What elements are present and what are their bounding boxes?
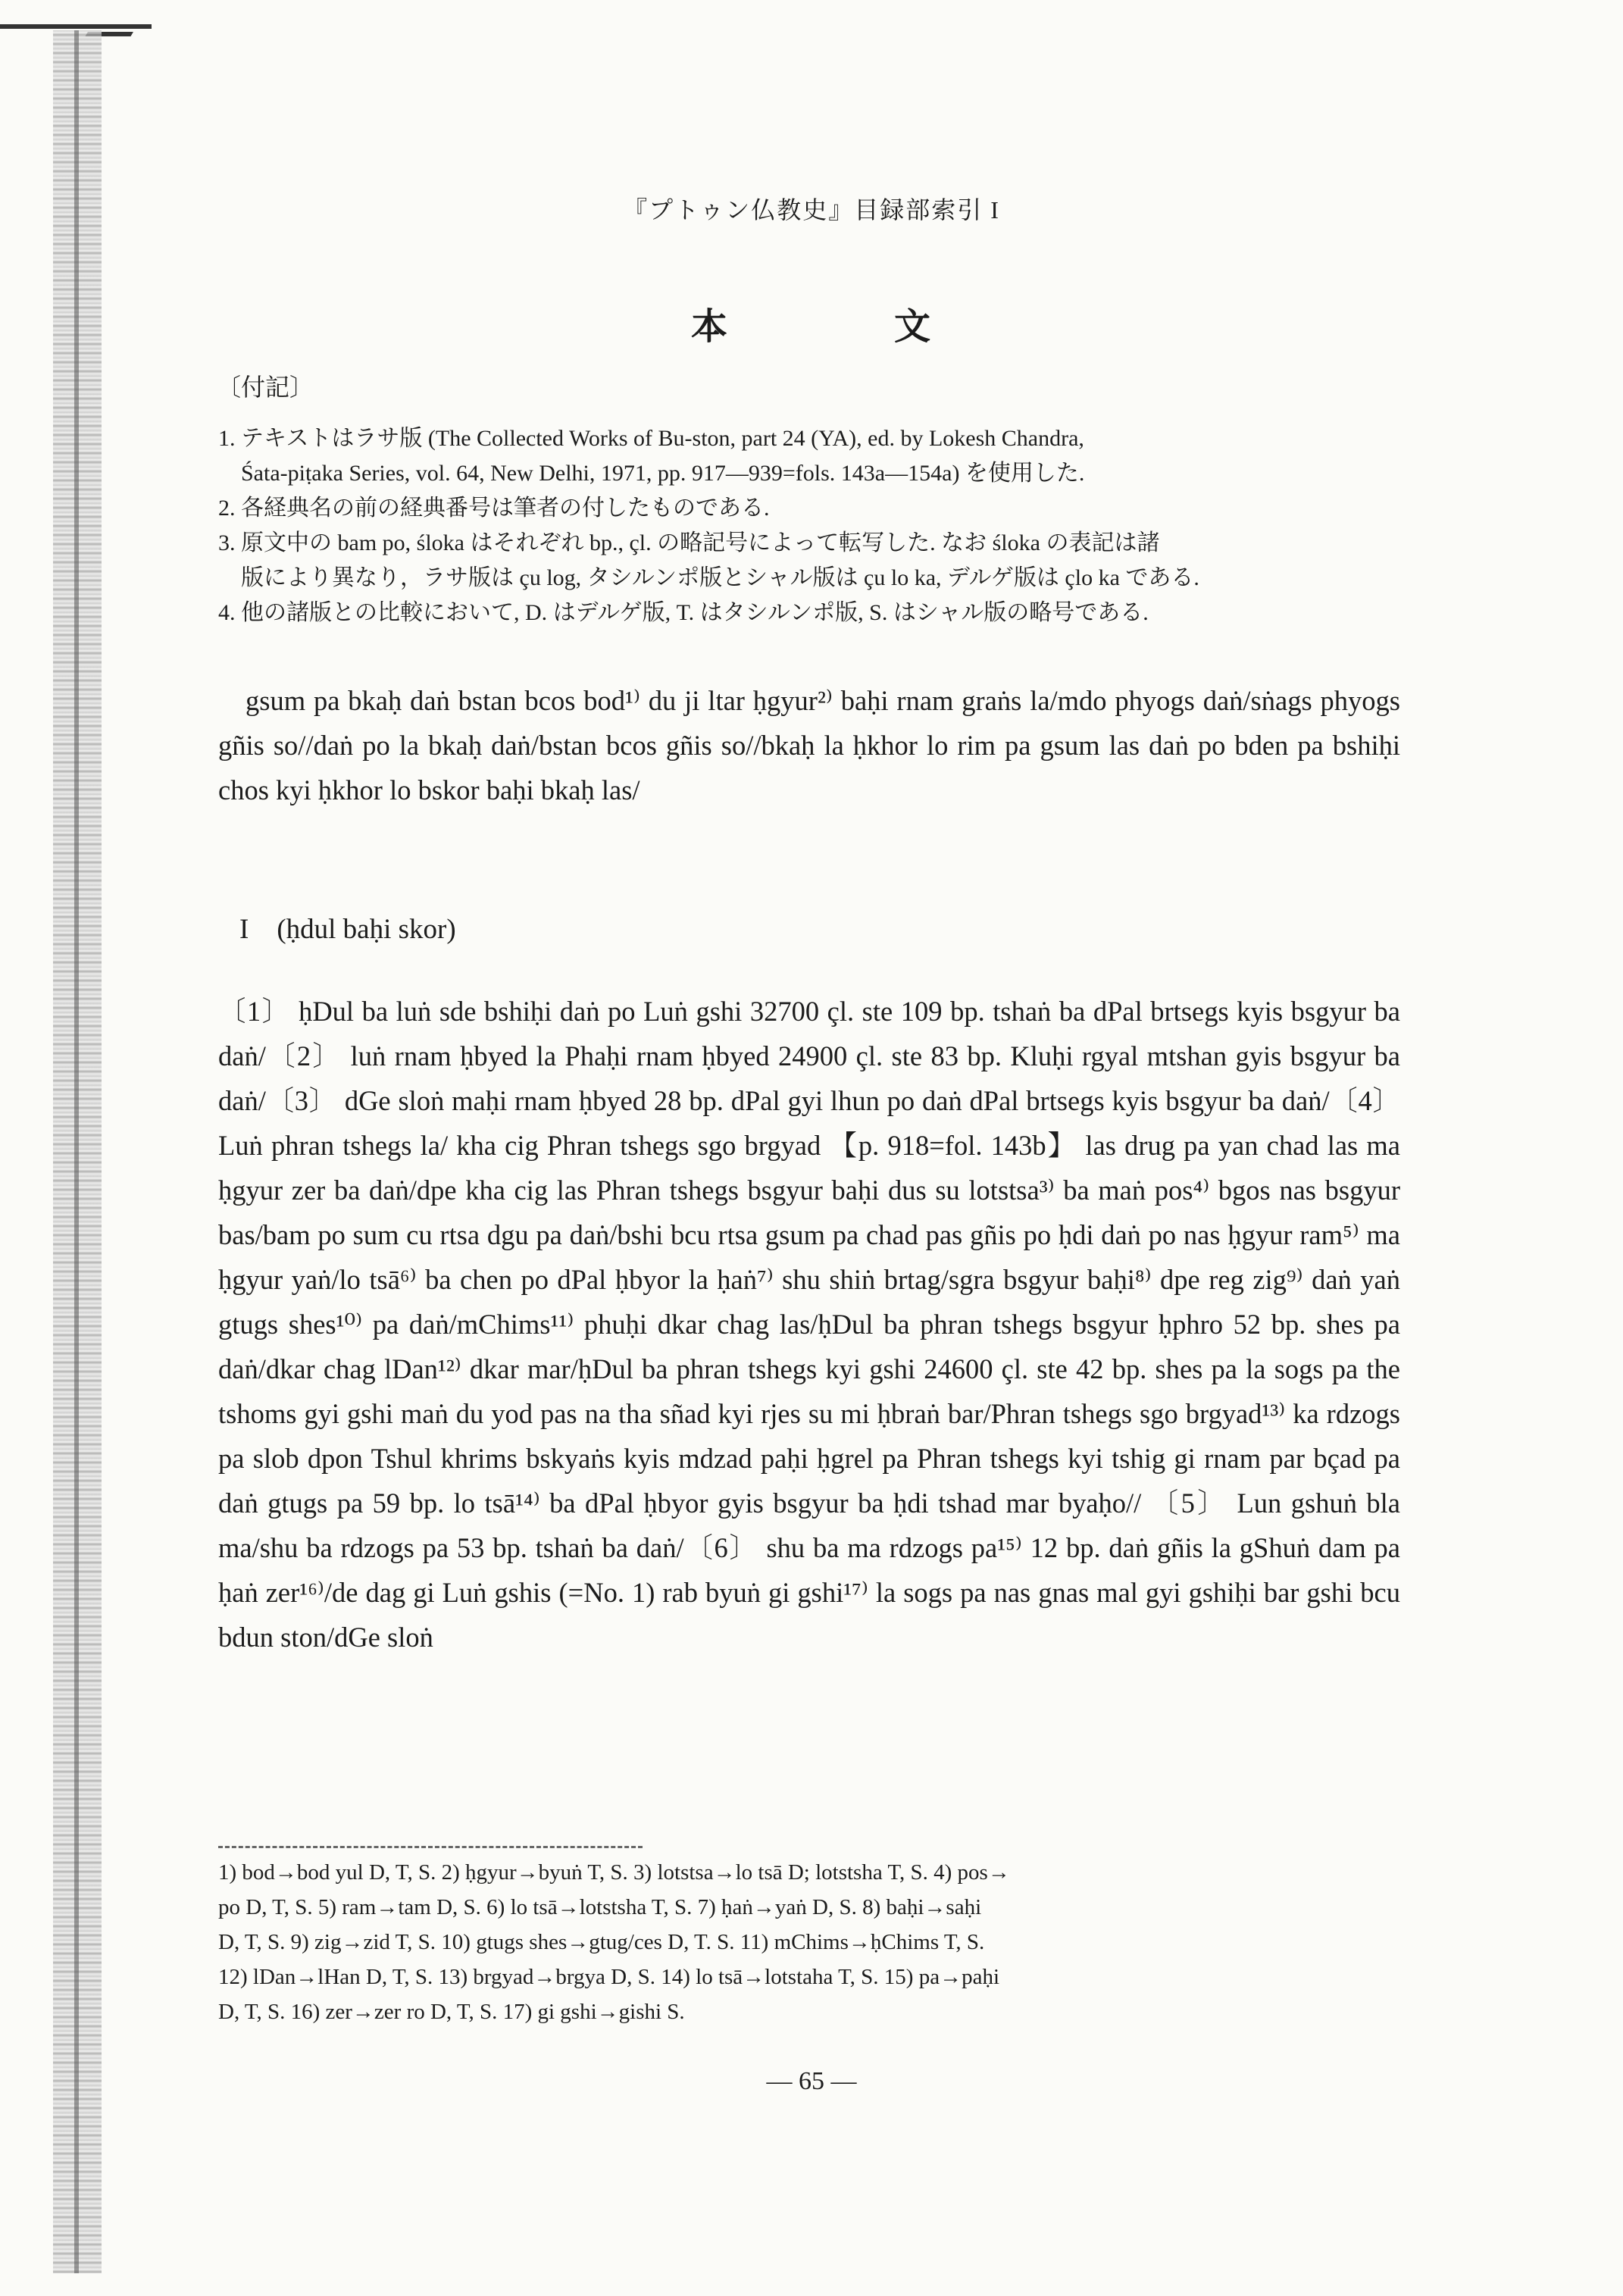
section-title-right: 文 [894, 307, 931, 347]
running-head: 『プトゥン仏教史』目録部索引 I [623, 196, 1000, 224]
page-number: — 65 — [766, 2067, 857, 2095]
footnote-rule [218, 1846, 643, 1848]
footnote-line: po D, T, S. 5) ram→tam D, S. 6) lo tsā→lotstsha T, S. 7) ḥaṅ→yaṅ D, S. 8) baḥi→saḥi [218, 1895, 982, 1919]
main-paragraph [218, 989, 1400, 1659]
intro-text: gsum pa bkaḥ daṅ bstan bcos bod¹⁾ du ji ltar ḥgyur²⁾ baḥi rnam graṅs la/mdo phyogs daṅ/sṅags phyogs gñis so//daṅ po la bkaḥ daṅ/bstan bcos gñis so//bkaḥ la ḥkhor lo rim pa gsum las daṅ po bden pa bshiḥi chos kyi ḥkhor lo bskor baḥi bkaḥ las/ [218, 685, 1400, 805]
section-title-left: 本 [691, 307, 728, 347]
section-heading-I: I (ḥdul baḥi skor) [239, 914, 456, 945]
note-line: 版により異なり，ラサ版は çu log, タシルンポ版とシャル版は çu lo ka, デルゲ版は çlo ka である. [241, 565, 1199, 590]
note-line: Śata-piṭaka Series, vol. 64, New Delhi, 1971, pp. 917—939=fols. 143a—154a) を使用した. [241, 461, 1085, 486]
editorial-notes-label: 〔付記〕 [217, 374, 314, 401]
main-text: 〔1〕 ḥDul ba luṅ sde bshiḥi daṅ po Luṅ gshi 32700 çl. ste 109 bp. tshaṅ ba dPal brtsegs kyis bsgyur ba daṅ/〔2〕 luṅ rnam ḥbyed la Phaḥi rnam ḥbyed 24900 çl. ste 83 bp. Kluḥi rgyal mtshan gyis bsgyur ba daṅ/〔3〕 dGe sloṅ maḥi rnam ḥbyed 28 bp. dPal gyi lhun po daṅ dPal brtsegs kyis bsgyur ba daṅ/〔4〕 Luṅ phran tshegs la/ kha cig Phran tshegs sgo brgyad 【p. 918=fol. 143b】 las drug pa yan chad las ma ḥgyur zer ba daṅ/dpe kha cig las Phran tshegs bsgyur baḥi dus su lotstsa³⁾ ba maṅ pos⁴⁾ bgos nas bsgyur bas/bam po sum cu rtsa dgu pa daṅ/bshi bcu rtsa gsum pa chad pas gñis po ḥdi daṅ po nas ḥgyur ram⁵⁾ ma ḥgyur yaṅ/lo tsā⁶⁾ ba chen po dPal ḥbyor la ḥaṅ⁷⁾ shu shiṅ brtag/sgra bsgyur baḥi⁸⁾ dpe reg zig⁹⁾ daṅ yaṅ gtugs shes¹⁰⁾ pa daṅ/mChims¹¹⁾ phuḥi dkar chag las/ḥDul ba phran tshegs bsgyur ḥphro 52 bp. shes pa daṅ/dkar chag lDan¹²⁾ dkar mar/ḥDul ba phran tshegs kyi gshi 24600 çl. ste 42 bp. shes pa la sogs pa the tshoms gyi gshi maṅ du yod pas na tha sñad kyi rjes su mi ḥbraṅ bar/Phran tshegs sgo brgyad¹³⁾ ka rdzogs pa slob dpon Tshul khrims bskyaṅs kyis mdzad paḥi ḥgrel pa Phran tshegs kyi tshig gi rnam par bçad pa daṅ gtugs pa 59 bp. lo tsā¹⁴⁾ ba dPal ḥbyor gyis bsgyur ba ḥdi tshad mar byaḥo// 〔5〕 Lun gshuṅ bla ma/shu ba rdzogs pa 53 bp. tshaṅ ba daṅ/〔6〕 shu ba ma rdzogs pa¹⁵⁾ 12 bp. daṅ gñis la gShuṅ dam pa ḥaṅ zer¹⁶⁾/de dag gi Luṅ gshis (=No. 1) rab byuṅ gi gshi¹⁷⁾ la sogs pa nas gnas mal gyi gshiḥi bar gshi bcu bdun ston/dGe sloṅ [218, 996, 1400, 1653]
note-line: 2. 各経典名の前の経典番号は筆者の付したものである. [218, 496, 770, 521]
footnote-line: D, T, S. 9) zig→zid T, S. 10) gtugs shes→gtug/ces D, T. S. 11) mChims→ḥChims T, S. [218, 1930, 985, 1954]
footnotes [218, 1855, 1400, 2029]
footnote-line: 1) bod→bod yul D, T, S. 2) ḥgyur→byuṅ T, S. 3) lotstsa→lo tsā D; lotstsha T, S. 4) pos→ [218, 1860, 1010, 1885]
footnote-line: 12) lDan→lHan D, T, S. 13) brgyad→brgya D, S. 14) lo tsā→lotstaha T, S. 15) pa→paḥi [218, 1965, 1000, 1989]
note-line: 1. テキストはラサ版 (The Collected Works of Bu-ston, part 24 (YA), ed. by Lokesh Chandra, [218, 426, 1084, 451]
note-line: 4. 他の諸版との比較において, D. はデルゲ版, T. はタシルンポ版, S. はシャル版の略号である. [218, 600, 1149, 625]
intro-paragraph [218, 678, 1400, 812]
editorial-notes [218, 421, 1431, 630]
binding-line [74, 30, 79, 2273]
note-line: 3. 原文中の bam po, śloka はそれぞれ bp., çl. の略記号によって転写した. なお śloka の表記は諸 [218, 530, 1160, 555]
footnote-line: D, T, S. 16) zer→zer ro D, T, S. 17) gi gshi→gishi S. [218, 2000, 685, 2024]
